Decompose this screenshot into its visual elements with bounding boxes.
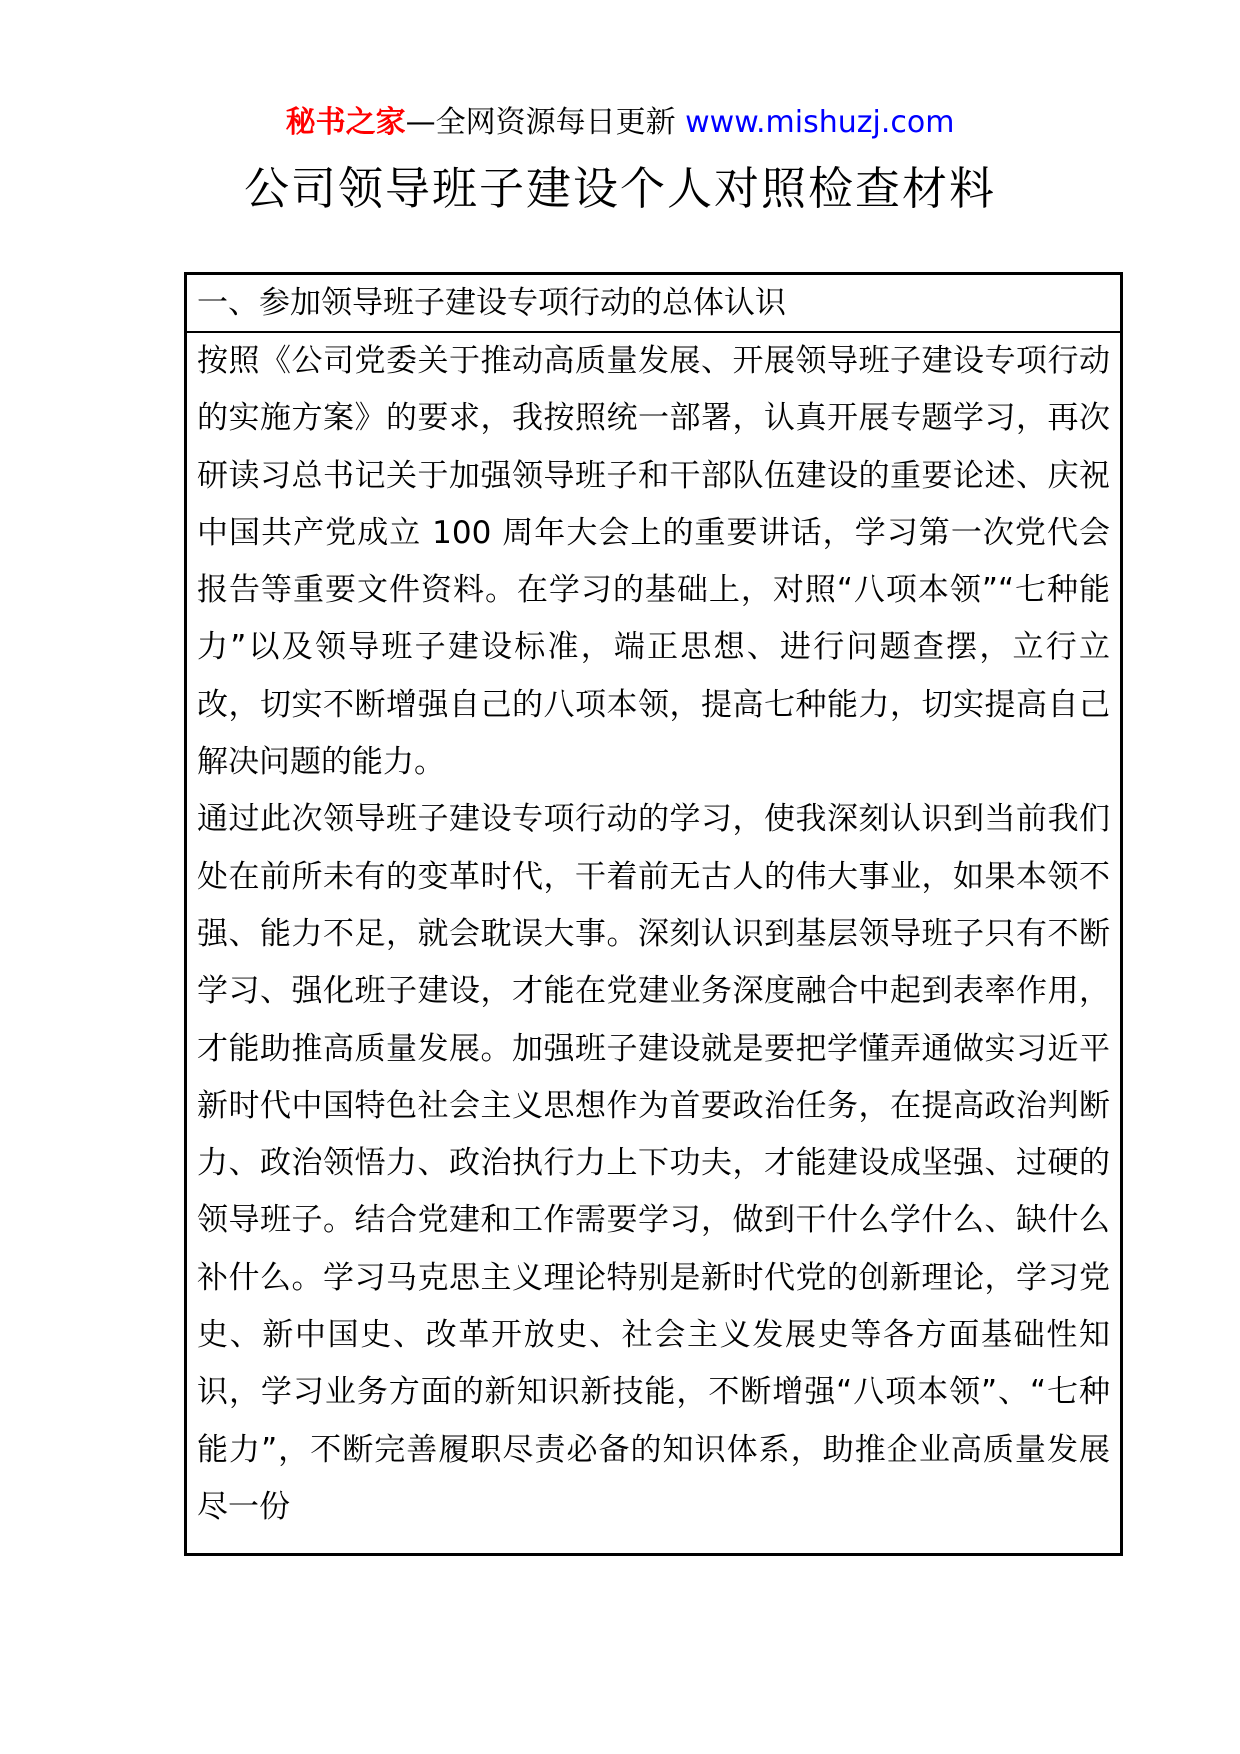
section-heading: 一、参加领导班子建设专项行动的总体认识 — [187, 275, 1120, 333]
content-table — [184, 272, 1123, 1556]
brand-name: 秘书之家 — [285, 105, 406, 140]
site-url-link[interactable]: www.mishuzj.com — [685, 105, 955, 140]
header-tagline: —全网资源每日更新 — [405, 105, 686, 140]
site-header — [0, 96, 1240, 150]
document-title: 公司领导班子建设个人对照检查材料 — [243, 162, 996, 215]
paragraph-2: 通过此次领导班子建设专项行动的学习，使我深刻认识到当前我们处在前所未有的变革时代，干着前无古人的伟大事业，如果本领不强、能力不足，就会耽误大事。深刻认识到基层领导班子只有不断学习、强化班子建设，才能在党建业务深度融合中起到表率作用，才能助推高质量发展。加强班子建设就是要把学懂弄通做实习近平新时代中国特色社会主义思想作为首要政治任务，在提高政治判断力、政治领悟力、政治执行力上下功夫，才能建设成坚强、过硬的领导班子。结合党建和工作需要学习，做到干什么学什么、缺什么补什么。学习马克思主义理论特别是新时代党的创新理论，学习党史、新中国史、改革开放史、社会主义发展史等各方面基础性知识，学习业务方面的新知识新技能，不断增强“八项本领”、“七种能力”，不断完善履职尽责必备的知识体系，助推企业高质量发展尽一份 — [197, 801, 1110, 1525]
body-cell — [187, 333, 1120, 1536]
paragraph-1: 按照《公司党委关于推动高质量发展、开展领导班子建设专项行动的实施方案》的要求，我按照统一部署，认真开展专题学习，再次研读习总书记关于加强领导班子和干部队伍建设的重要论述、庆祝中国共产党成立 100 周年大会上的重要讲话，学习第一次党代会报告等重要文件资料。在学习的基础上，对照“八项本领”“七种能力”以及领导班子建设标准，端正思想、进行问题查摆，立行立改，切实不断增强自己的八项本领，提高七种能力，切实提高自己解决问题的能力。 — [197, 343, 1110, 781]
